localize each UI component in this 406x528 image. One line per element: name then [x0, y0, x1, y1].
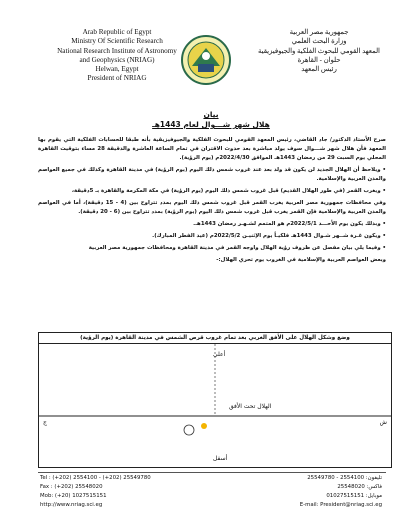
footer-divider	[38, 472, 386, 473]
moon-position-figure	[38, 332, 392, 468]
footer-mob: Mob: (+20) 1027515151	[40, 493, 107, 499]
paragraph: • وبذلك يكون يوم الأحـــد 2022/5/1م هو المتمم لشـهـر رمضان 1443هـ.	[193, 221, 386, 227]
figure-title: وضع وشكل الهلال على الأفق الغربي بعد تمام غروب قرص الشمس في مدينة القاهرة (يوم الرؤية)	[39, 333, 391, 344]
header-line: Arab Republic of Egypt	[82, 28, 152, 36]
header-english	[42, 28, 192, 84]
statement-title	[30, 110, 392, 130]
moon-icon	[184, 425, 194, 435]
footer-web[interactable]: http://www.nriag.sci.eg	[40, 502, 103, 508]
footer-fax: Fax : (+202) 25548020	[40, 484, 103, 490]
paragraph: • ويكون غـرة شــهر شـوال 1443هـ فلكيـاً يوم الإثنيـن 2022/5/2م (عيد الفطر المبارك).	[152, 233, 386, 239]
header-line: and Geophysics (NRIAG)	[79, 55, 155, 64]
header-line: جمهورية مصر العربية	[289, 29, 349, 36]
footer-tel: تليفون: 2554100 - 25549780	[307, 475, 382, 481]
footer-tel: Tel : (+202) 2554100 - (+202) 25549780	[40, 475, 151, 481]
paragraph: • ويلاحظ أن الهلال الجديد لن يكون قد ولد بعد عند غروب شمس ذلك اليوم (يوم الرؤية) في مدينة القاهرة وكذلك في جميع العواصم والمدن العربية والإسلامية.	[38, 167, 386, 182]
label-top: أعلى	[213, 351, 226, 358]
title-line: بيان	[203, 110, 219, 119]
footer-english	[40, 474, 220, 510]
horizon-diagram	[39, 344, 391, 467]
footer-arabic	[232, 474, 382, 510]
document-page	[30, 10, 392, 522]
footer-fax: فاكس: 25548020	[337, 484, 382, 490]
header-line: رئيس المعهد	[301, 66, 337, 74]
label-moon: الهلال تحت الأفق	[229, 403, 272, 410]
paragraph: وفي محافظات جمهورية مصر العربية يغرب القمر قبل غروب شمس ذلك اليوم بمدد تتراوح بين (4 - 15 دقيقة)، أما في العواصم والمدن العربية والإسلامية فإن القمر يغرب قبل غروب شمس ذلك اليوم (يوم الرؤية) بمدد تتراوح بين (6 - 20 دقيقة).	[38, 200, 386, 215]
paragraph: • وفيما يلي بيان مفصل عن ظروف رؤية الهلال واوجه القمر في مدينة القاهرة ومحافظات جمهورية مصر العربية	[88, 245, 386, 251]
paragraph: وبعض العواصم العربية والإسلامية في الغروب يوم تحري الهلال:-	[216, 257, 386, 263]
header-line: Ministry Of Scientific Research	[71, 37, 163, 46]
label-bottom: أسفل	[213, 455, 228, 462]
header-line: National Research Institute of Astronomy	[57, 46, 177, 55]
paragraph: صرح الأستاذ الدكتور/ جاد القاضي، رئيس المعهد القومي للبحوث الفلكية والجيوفيزيقية بأنه طبقا للحسابات الفلكية التي يقوم بها المعهد فأن هلال شهر شـــوال سوف يولد مباشرة بعد حدوث الاقتران في تمام الساعة العاشرة والدقيقة 28 مساء بتوقيت القاهرة المحلي يوم السبت 29 من رمضان 1443هـ الموافق 2022/4/30م (يوم الرؤية).	[38, 137, 387, 161]
header-line: وزارة البحث العلمي	[291, 38, 347, 46]
label-north: ش	[379, 419, 387, 426]
paragraph: • ويغرب القمر (في طور الهلال القديم) قبل غروب شمس ذلك اليوم (يوم الرؤية) في مكة المكرمة والقاهرة بـ 5دقيقة،	[71, 188, 386, 194]
title-line: هلال شهر شـــوال لعام 1443هـ	[152, 120, 270, 129]
header-line: حلوان - القاهرة	[297, 56, 341, 64]
footer-email[interactable]: E-mail: President@nriag.sci.eg	[299, 502, 382, 508]
footer-mob: موبايل: 01027515151	[326, 493, 382, 499]
nriag-logo-icon	[180, 34, 232, 86]
label-south: ج	[43, 419, 47, 426]
header-line: المعهد القومي للبحوث الفلكية والجيوفيزيقية	[258, 47, 380, 55]
header-line: President of NRIAG	[87, 74, 147, 83]
header-line: Helwan, Egypt	[95, 65, 139, 74]
sun-icon	[201, 423, 207, 429]
header-arabic	[254, 28, 384, 74]
statement-body	[38, 136, 386, 268]
